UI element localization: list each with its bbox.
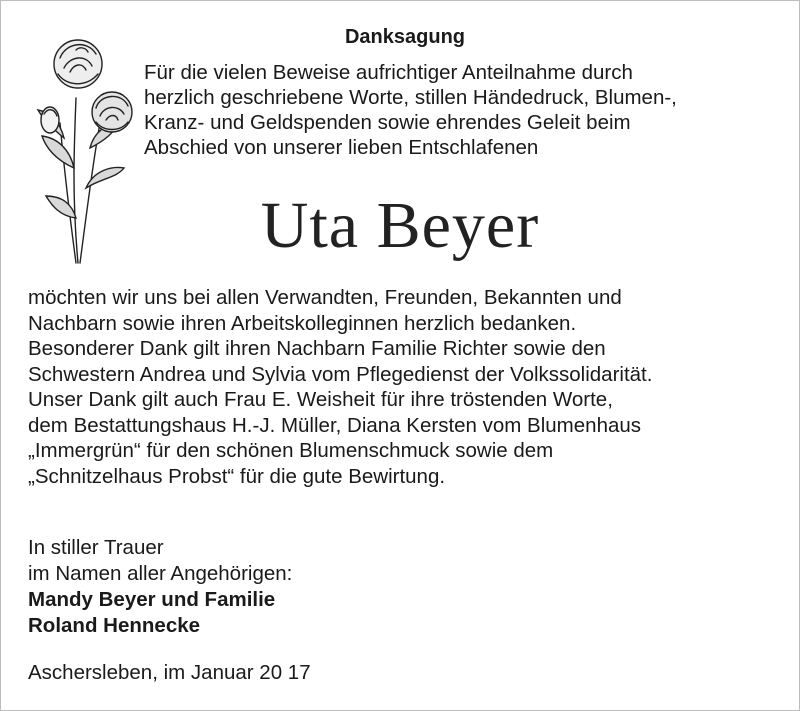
signer-roland-hennecke: Roland Hennecke — [28, 614, 201, 637]
intro-line: herzlich geschriebene Worte, stillen Händedruck, Blumen-, — [144, 86, 677, 109]
body-line: dem Bestattungshaus H.-J. Müller, Diana Kersten vom Blumenhaus — [28, 413, 642, 437]
body-line: „Schnitzelhaus Probst“ für die gute Bewirtung. — [28, 464, 446, 488]
heading-danksagung: Danksagung — [344, 26, 466, 48]
deceased-name: Uta Beyer — [260, 189, 540, 262]
body-line: Nachbarn sowie ihren Arbeitskolleginnen herzlich bedanken. — [28, 311, 577, 335]
thanks-paragraph — [28, 285, 788, 489]
intro-line: Für die vielen Beweise aufrichtiger Anteilnahme durch — [144, 61, 633, 84]
intro-paragraph — [144, 60, 784, 160]
body-line: Unser Dank gilt auch Frau E. Weisheit für ihre tröstenden Worte, — [28, 388, 613, 411]
body-line: „Immergrün“ für den schönen Blumenschmuck sowie dem — [28, 439, 554, 462]
closing-block — [28, 535, 528, 639]
body-line: Besonderer Dank gilt ihren Nachbarn Familie Richter sowie den — [28, 337, 606, 360]
closing-line-relatives: im Namen aller Angehörigen: — [28, 562, 293, 585]
place-date: Aschersleben, im Januar 20 17 — [28, 661, 311, 684]
intro-line: Kranz- und Geldspenden sowie ehrendes Geleit beim — [144, 111, 631, 134]
intro-line: Abschied von unserer lieben Entschlafenen — [144, 136, 539, 159]
closing-line-mourning: In stiller Trauer — [28, 536, 164, 559]
body-line: Schwestern Andrea und Sylvia vom Pflegedienst der Volkssolidarität. — [28, 362, 653, 386]
signer-mandy-beyer: Mandy Beyer und Familie — [28, 588, 276, 611]
body-line: möchten wir uns bei allen Verwandten, Freunden, Bekannten und — [28, 286, 622, 309]
